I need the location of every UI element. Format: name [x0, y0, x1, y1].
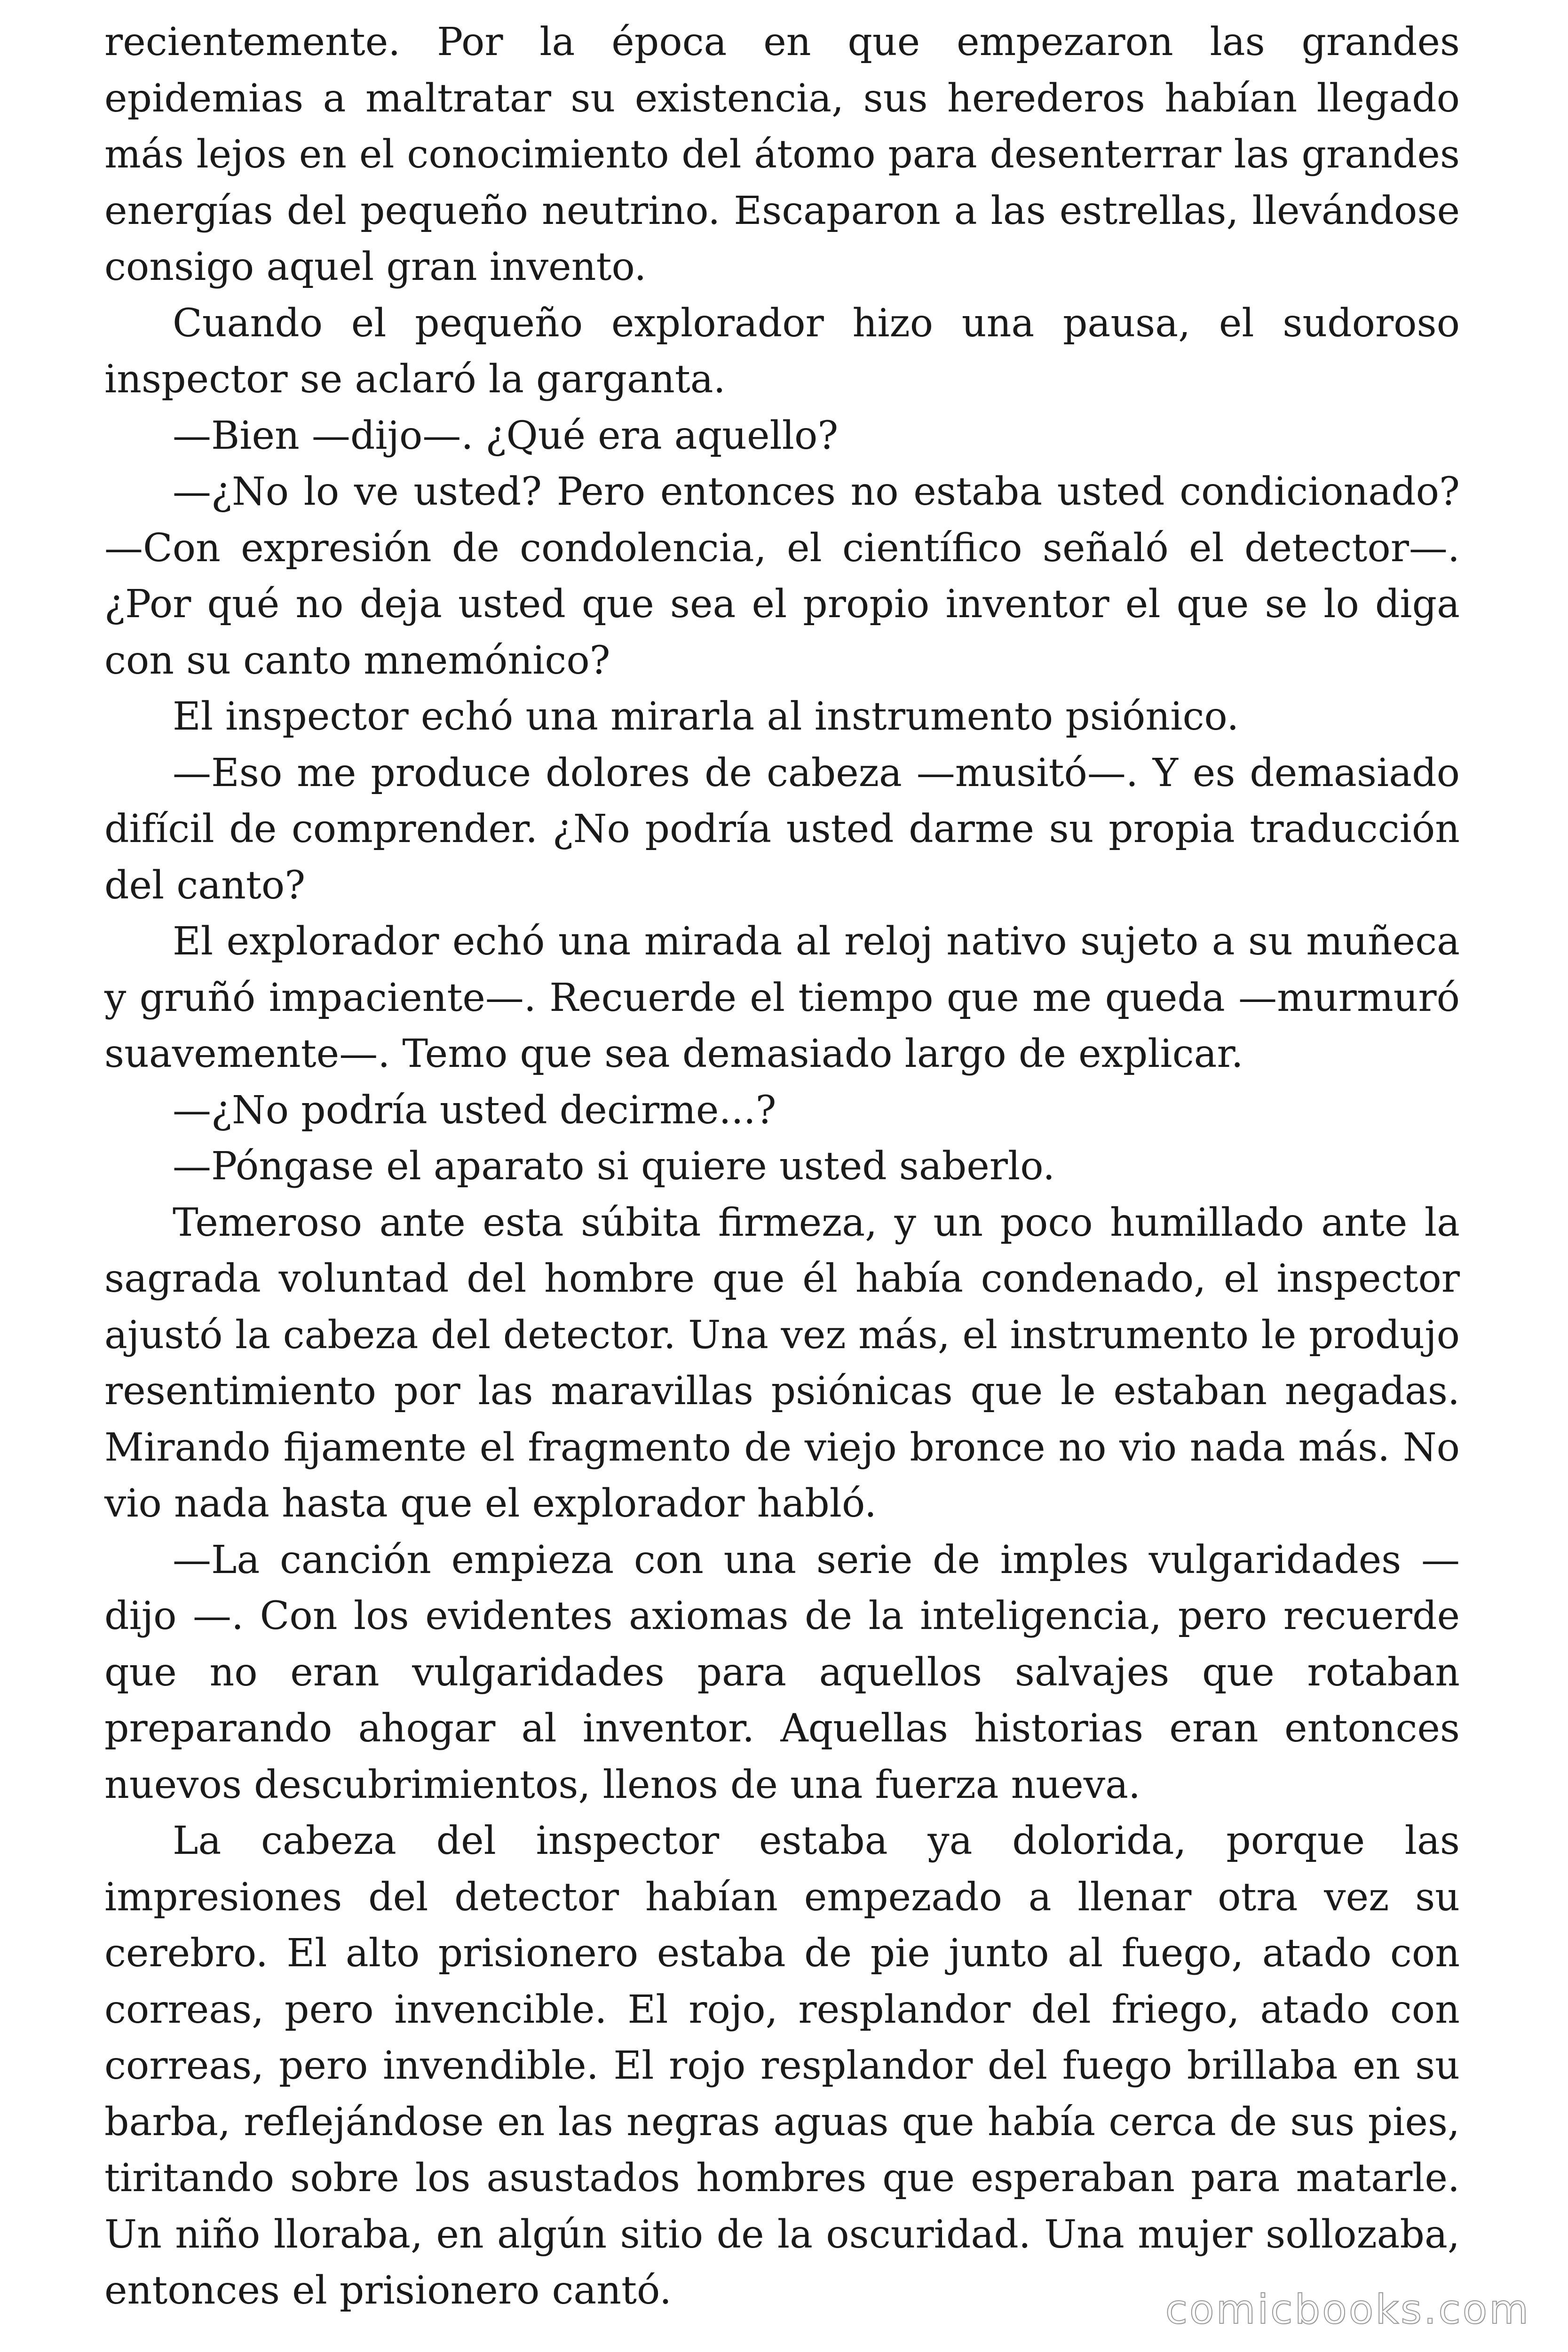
- page-body: [104, 14, 1460, 2319]
- watermark-text: comicbooks.com: [1165, 2286, 1530, 2333]
- paragraph-1: recientemente. Por la época en que empezaron las grandes epidemias a maltratar su existencia, sus herederos habían llegado más lejos en el conocimiento del átomo para desenterrar las grandes energías del pequeño neutrino. Escaparon a las estrellas, llevándose consigo aquel gran invento.: [104, 20, 1460, 289]
- paragraph-2: Cuando el pequeño explorador hizo una pausa, el sudoroso inspector se aclaró la garganta.: [104, 301, 1460, 402]
- paragraph-10: Temeroso ante esta súbita firmeza, y un poco humillado ante la sagrada voluntad del hombre que él había condenado, el inspector ajustó la cabeza del detector. Una vez más, el instrumento le produjo resentimiento por las maravillas psiónicas que le estaban negadas. Mirando fijamente el fragmento de viejo bronce no vio nada más. No vio nada hasta que el explorador habló.: [104, 1200, 1460, 1526]
- paragraph-3: —Bien —dijo—. ¿Qué era aquello?: [173, 413, 839, 458]
- paragraph-11: —La canción empieza con una serie de imples vulgaridades —dijo —. Con los evidentes axiomas de la inteligencia, pero recuerde que no eran vulgaridades para aquellos salvajes que rotaban preparando ahogar al inventor. Aquellas historias eran entonces nuevos descubrimientos, llenos de una fuerza nueva.: [104, 1537, 1460, 1807]
- paragraph-4: —¿No lo ve usted? Pero entonces no estaba usted condicionado? —Con expresión de condolencia, el científico señaló el detector—. ¿Por qué no deja usted que sea el propio inventor el que se lo diga con su canto mnemónico?: [104, 469, 1460, 683]
- paragraph-5: El inspector echó una mirarla al instrumento psiónico.: [173, 694, 1239, 739]
- paragraph-12: La cabeza del inspector estaba ya dolorida, porque las impresiones del detector habían empezado a llenar otra vez su cerebro. El alto prisionero estaba de pie junto al fuego, atado con correas, pero invencible. El rojo, resplandor del friego, atado con correas, pero invendible. El rojo resplandor del fuego brillaba en su barba, reflejándose en las negras aguas que había cerca de sus pies, tiritando sobre los asustados hombres que esperaban para matarle. Un niño lloraba, en algún sitio de la oscuridad. Una mujer sollozaba, entonces el prisionero cantó.: [104, 1819, 1460, 2313]
- paragraph-8: —¿No podría usted decirme...?: [173, 1088, 776, 1133]
- paragraph-7: El explorador echó una mirada al reloj nativo sujeto a su muñeca y gruñó impaciente—. Recuerde el tiempo que me queda —murmuró suavemente—. Temo que sea demasiado largo de explicar.: [104, 919, 1460, 1076]
- paragraph-9: —Póngase el aparato si quiere usted saberlo.: [173, 1144, 1055, 1189]
- paragraph-6: —Eso me produce dolores de cabeza —musitó—. Y es demasiado difícil de comprender. ¿No podría usted darme su propia traducción del canto?: [104, 750, 1460, 908]
